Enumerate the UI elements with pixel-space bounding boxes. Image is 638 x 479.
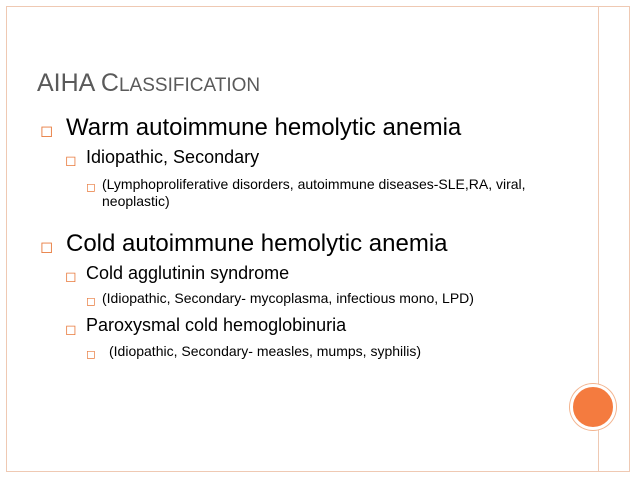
bullet-item-mycoplasma: (Idiopathic, Secondary- mycoplasma, infectious mono, LPD) <box>102 290 474 306</box>
bullet-icon: ◻ <box>65 268 77 284</box>
bullet-icon: ◻ <box>86 180 96 194</box>
bullet-icon: ◻ <box>86 347 96 361</box>
bullet-item-warm: Warm autoimmune hemolytic anemia <box>66 114 462 141</box>
bullet-item-lymphoproliferative: (Lymphoproliferative disorders, autoimmune diseases-SLE,RA, viral, neoplastic) <box>102 176 526 209</box>
bullet-item-idiopathic-secondary: Idiopathic, Secondary <box>86 147 260 167</box>
slide-title <box>37 64 260 96</box>
title-part-aiha: AIHA <box>37 69 101 97</box>
bullet-item-cold: Cold autoimmune hemolytic anemia <box>66 230 448 257</box>
bullet-item-cold-agglutinin: Cold agglutinin syndrome <box>86 263 290 283</box>
title-part-lassification: LASSIFICATION <box>118 75 261 96</box>
bullet-item-measles: (Idiopathic, Secondary- measles, mumps, syphilis) <box>109 343 422 359</box>
bullet-item-paroxysmal: Paroxysmal cold hemoglobinuria <box>86 315 347 335</box>
orange-circle-decoration <box>570 384 616 430</box>
title-part-c: C <box>100 69 119 97</box>
bullet-icon: ◻ <box>86 294 96 308</box>
bullet-icon: ◻ <box>40 123 54 140</box>
bullet-icon: ◻ <box>65 152 77 168</box>
bullet-icon: ◻ <box>40 239 54 256</box>
bullet-icon: ◻ <box>65 321 77 337</box>
